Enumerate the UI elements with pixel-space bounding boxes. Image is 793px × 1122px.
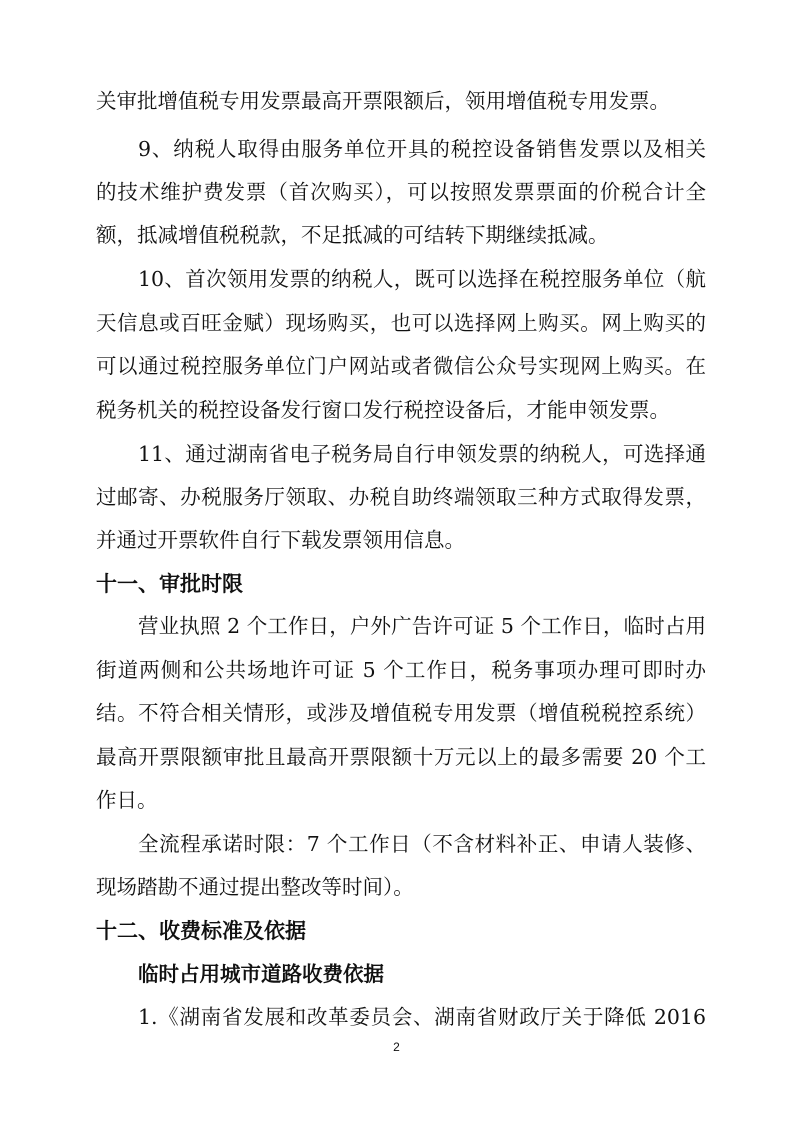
paragraph-line: 10、首次领用发票的纳税人，既可以选择在税控服务单位（航 (138, 267, 706, 291)
paragraph-line: 全流程承诺时限：7 个工作日（不含材料补正、申请人装修、 (138, 832, 706, 856)
paragraph-line: 并通过开票软件自行下载发票领用信息。 (96, 528, 465, 552)
paragraph-line: 11、通过湖南省电子税务局自行申领发票的纳税人，可选择通 (138, 442, 706, 466)
section-heading: 十一、审批时限 (96, 572, 243, 596)
paragraph-line: 的技术维护费发票（首次购买），可以按照发票票面的价税合计全 (96, 180, 706, 204)
paragraph-line: 最高开票限额审批且最高开票限额十万元以上的最多需要 20 个工 (96, 745, 706, 769)
paragraph-line: 天信息或百旺金赋）现场购买，也可以选择网上购买。网上购买的 (96, 311, 706, 335)
paragraph-line: 9、纳税人取得由服务单位开具的税控设备销售发票以及相关 (138, 137, 706, 161)
paragraph-line: 营业执照 2 个工作日，户外广告许可证 5 个工作日，临时占用 (138, 614, 706, 638)
section-heading: 十二、收费标准及依据 (96, 919, 306, 943)
paragraph-line: 税务机关的税控设备发行窗口发行税控设备后，才能申领发票。 (96, 398, 670, 422)
paragraph-line: 过邮寄、办税服务厅领取、办税自助终端领取三种方式取得发票， (96, 485, 706, 509)
paragraph-line: 关审批增值税专用发票最高开票限额后，领用增值税专用发票。 (96, 89, 670, 113)
paragraph-line: 街道两侧和公共场地许可证 5 个工作日，税务事项办理可即时办 (96, 658, 706, 682)
page-number: 2 (393, 1040, 400, 1054)
paragraph-line: 结。不符合相关情形，或涉及增值税专用发票（增值税税控系统） (96, 701, 706, 725)
paragraph-line: 现场踏勘不通过提出整改等时间）。 (96, 875, 414, 899)
paragraph-line: 作日。 (96, 788, 158, 812)
subsection-heading: 临时占用城市道路收费依据 (138, 962, 384, 986)
paragraph-line: 额，抵减增值税税款，不足抵减的可结转下期继续抵减。 (96, 223, 609, 247)
paragraph-line: 可以通过税控服务单位门户网站或者微信公众号实现网上购买。在 (96, 354, 706, 378)
paragraph-line: 1.《湖南省发展和改革委员会、湖南省财政厅关于降低 2016 (138, 1005, 706, 1029)
